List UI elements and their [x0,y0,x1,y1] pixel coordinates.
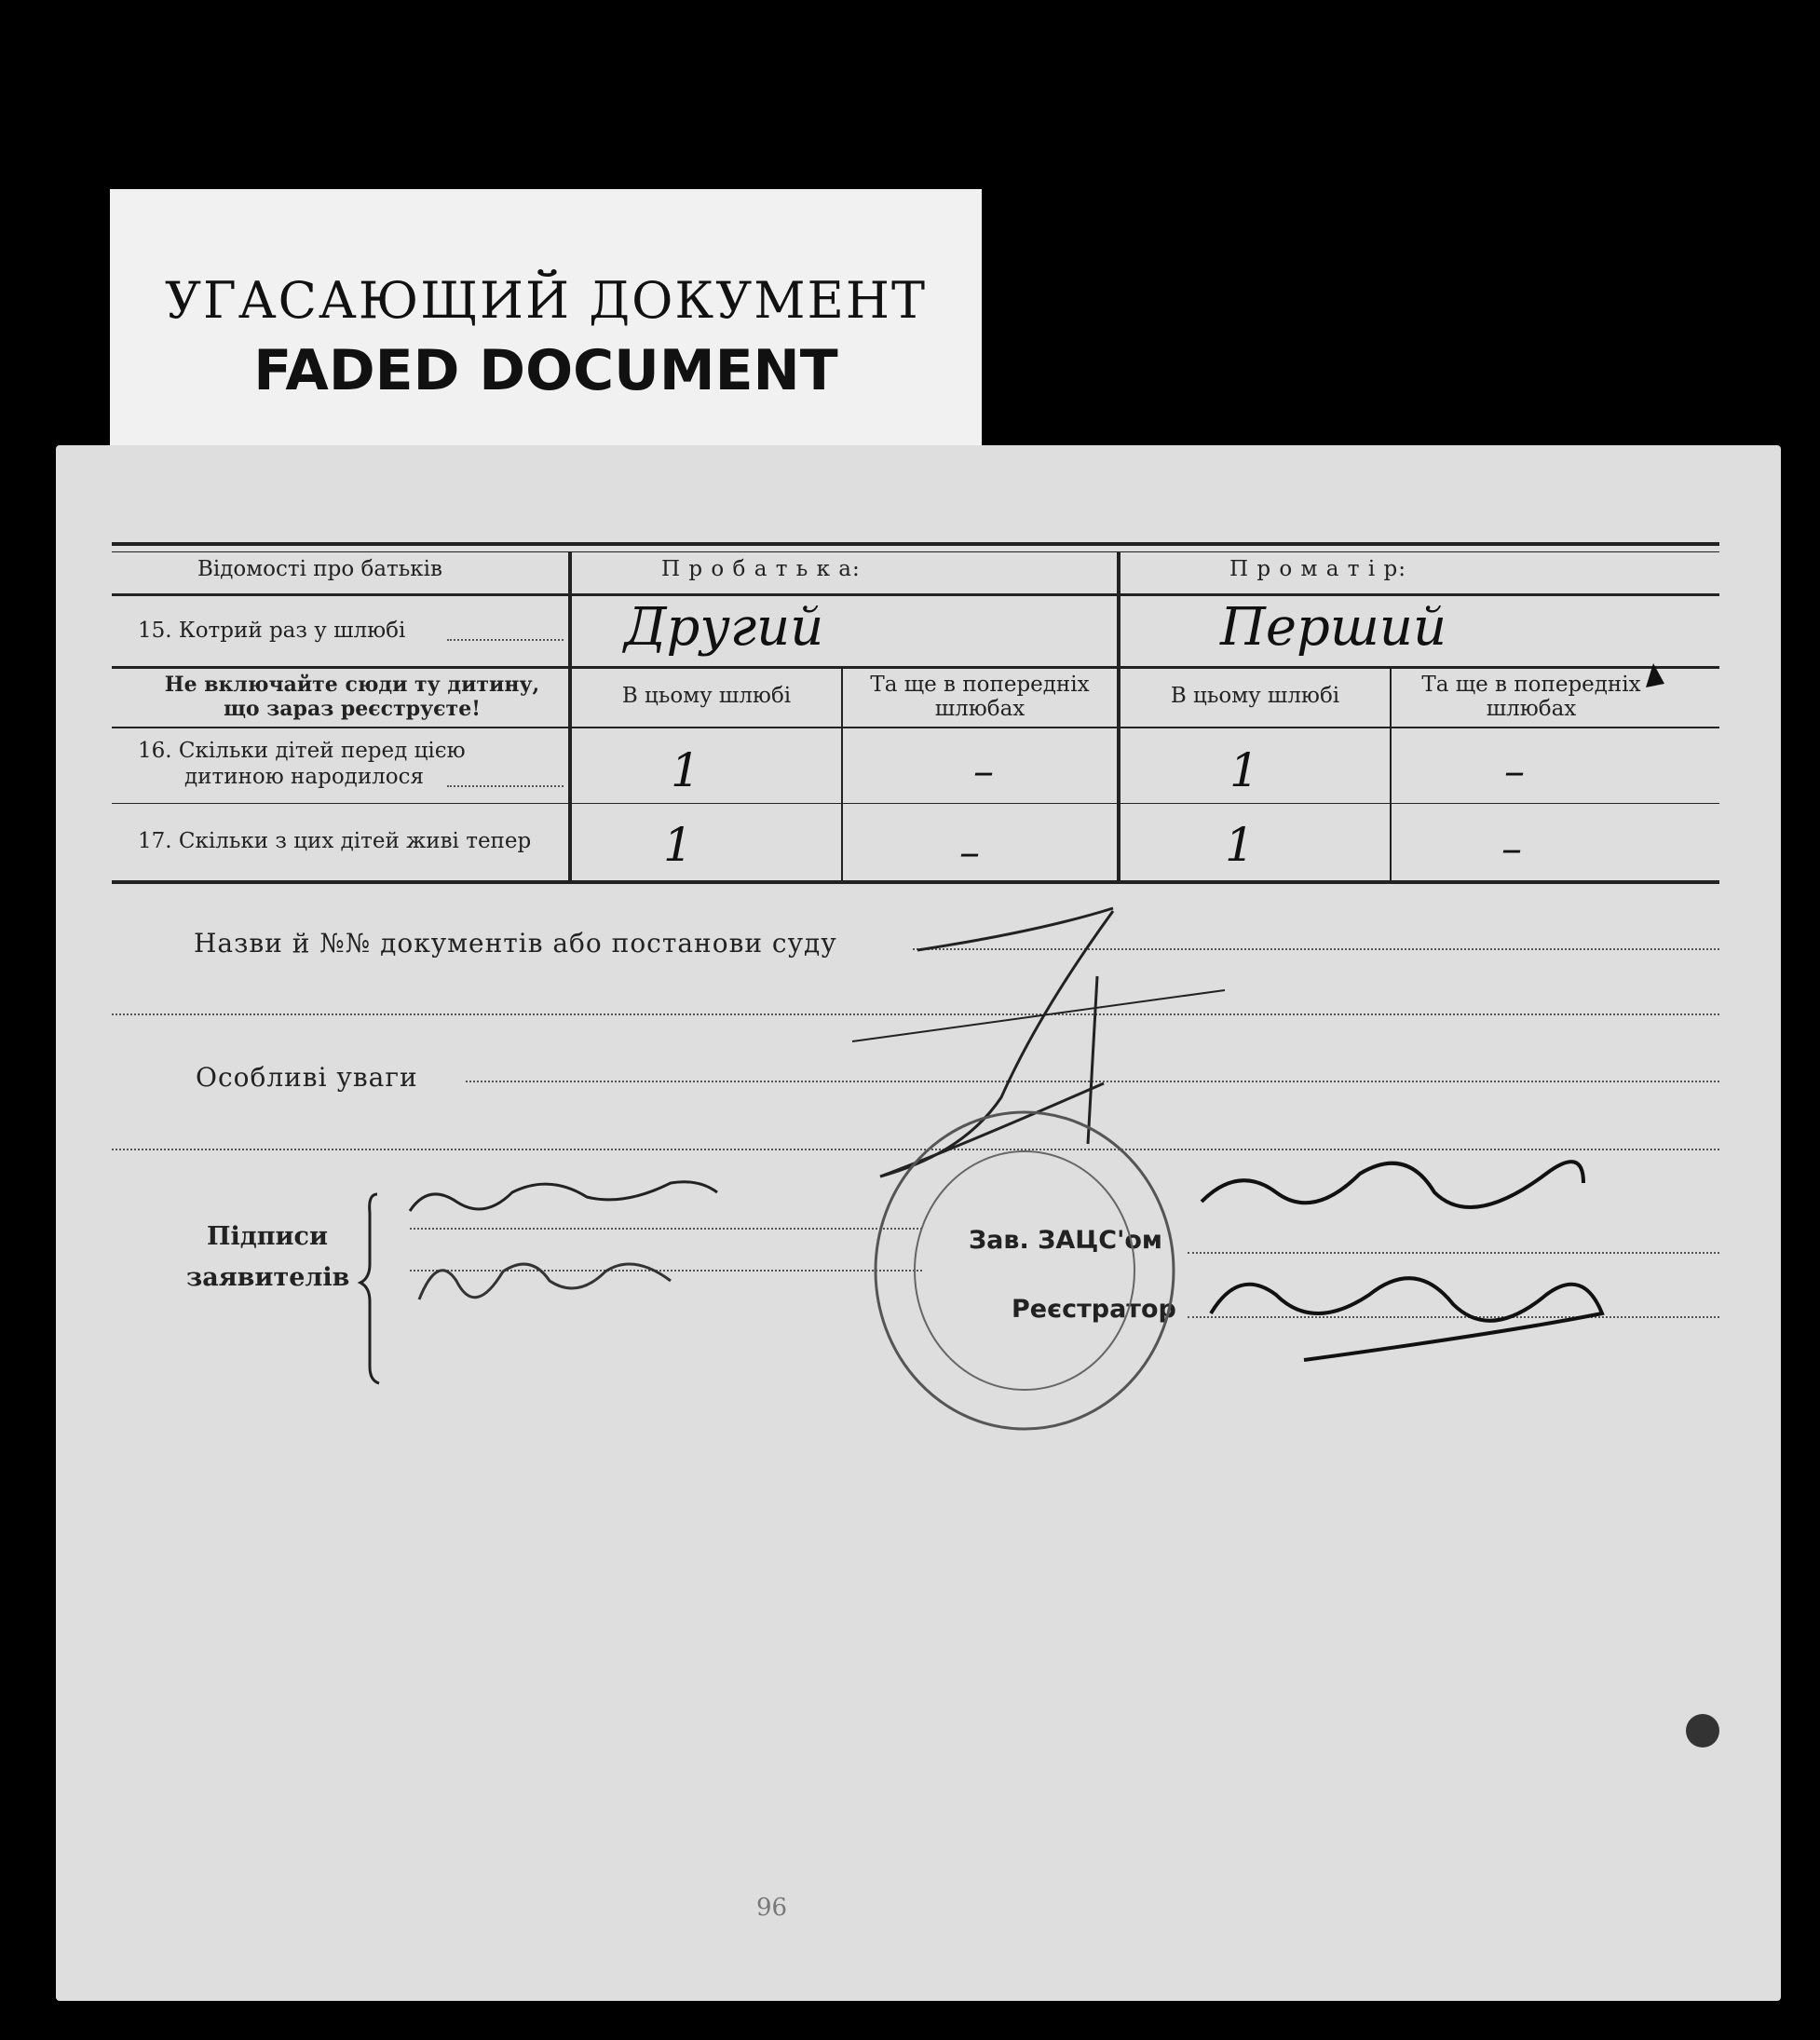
page-number: 96 [756,1894,788,1922]
row17-father-previous: – [959,829,980,877]
faded-label-english: FADED DOCUMENT [253,338,838,403]
remarks-cross-out [852,990,1225,1041]
row16-mother-this: 1 [1229,743,1259,797]
note-exclude-child-line1: Не включайте сюди ту дитину, [164,673,540,697]
signatures-label-line1: Підписи [207,1222,329,1251]
paper-hole [1686,1714,1719,1748]
header-about-father: П р о б а т ь к а: [661,557,861,581]
col-father-previous-line1: Та ще в попередніх [870,673,1090,697]
faded-label-russian: УГАСАЮЩИЙ ДОКУМЕНТ [164,271,928,330]
row16-label-line1: 16. Скільки дітей перед цією [138,739,466,763]
registrar-label: Реєстратор [1012,1295,1176,1324]
note-exclude-child-line2: що зараз реєструєте! [224,697,481,721]
documents-label: Назви й №№ документів або постанови суду [194,928,837,959]
header-about-mother: П р о м а т і р: [1229,557,1406,581]
col-father-this-marriage: В цьому шлюбі [621,684,792,708]
row16-father-this: 1 [671,743,700,797]
row17-label: 17. Скільки з цих дітей живі тепер [138,829,532,853]
remarks-label: Особливі уваги [196,1062,418,1093]
head-signature [1202,1162,1583,1207]
row15-father-handwritten: Другий [624,597,824,658]
row17-father-this: 1 [663,818,693,872]
col-mother-this-marriage: В цьому шлюбі [1170,684,1340,708]
row16-father-previous: – [973,748,994,796]
row16-mother-previous: – [1504,748,1525,796]
row17-mother-previous: – [1501,825,1522,873]
zags-head-label: Зав. ЗАЦС'ом [969,1226,1162,1255]
row17-mother-this: 1 [1225,818,1255,872]
row15-mother-handwritten: Перший [1220,597,1447,658]
row15-label: 15. Котрий раз у шлюбі [138,619,406,643]
registrar-signature [1211,1278,1602,1360]
official-seal-inner [915,1151,1134,1390]
documents-dash-stroke [1088,976,1097,1144]
col-mother-previous-line1: Та ще в попередніх [1421,673,1641,697]
row16-label-line2: дитиною народилося [184,765,425,789]
paper-tear-mark [1646,663,1664,687]
signatures-label-line2: заявителів [186,1263,350,1292]
col-father-previous-line2: шлюбах [934,697,1025,721]
applicant-signature-2 [419,1264,671,1299]
documents-cross-out [880,908,1113,1176]
applicant-signature-1 [410,1182,717,1211]
header-parents-info: Відомості про батьків [197,557,442,581]
col-mother-previous-line2: шлюбах [1486,697,1577,721]
signature-brace [360,1194,379,1383]
